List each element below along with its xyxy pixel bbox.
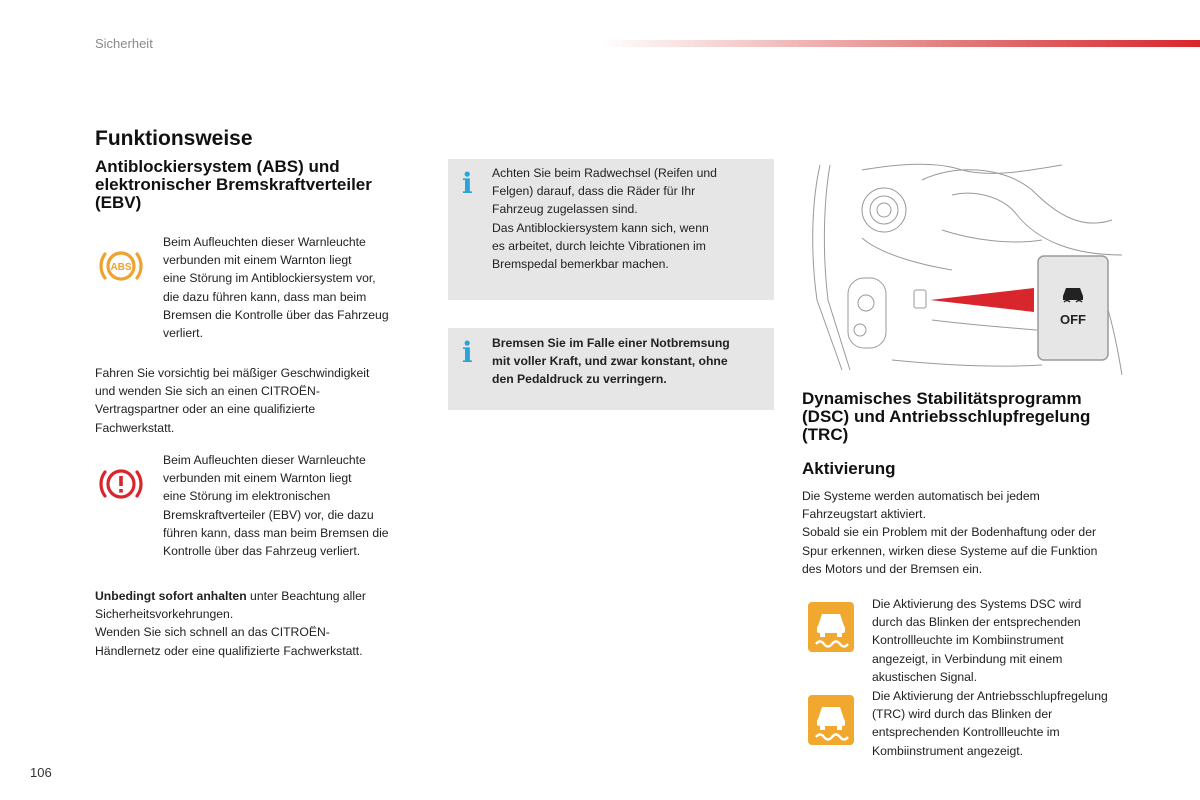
text-line: Bremskraftverteiler (EBV) vor, die dazu [163, 507, 374, 522]
stop-immediately-text [95, 587, 435, 660]
text-line [95, 587, 435, 605]
text-line: verliert. [163, 326, 203, 341]
brake-warning-icon [99, 462, 143, 506]
text-line: Fahrzeug zugelassen sind. [492, 202, 638, 217]
text-line: Die Aktivierung des Systems DSC wird [872, 597, 1082, 611]
page-title: Funktionsweise [95, 127, 253, 150]
text-line: Kontrollleuchte im Kombiinstrument [872, 633, 1064, 648]
text-line: des Motors und der Bremsen ein. [802, 561, 983, 576]
text-line: die dazu führen kann, dass man beim [163, 289, 367, 304]
heading-line: Dynamisches Stabilitätsprogramm [802, 389, 1082, 408]
text-line: Felgen) darauf, dass die Räder für Ihr [492, 184, 696, 199]
text-line: Fahren Sie vorsichtig bei mäßiger Geschwindigkeit [95, 366, 370, 380]
info-text [492, 334, 767, 389]
dsc-trc-heading [802, 390, 1142, 444]
text-line: Beim Aufleuchten dieser Warnleuchte [163, 453, 366, 467]
text-line: angezeigt, in Verbindung mit einem [872, 651, 1063, 666]
text-line: Achten Sie beim Radwechsel (Reifen und [492, 166, 717, 180]
text-line: Händlernetz oder eine qualifizierte Fachwerkstatt. [95, 643, 363, 658]
text-line: verbunden mit einem Warnton liegt [163, 253, 352, 268]
abs-warning-icon [99, 244, 143, 288]
trc-activation-text [872, 687, 1162, 760]
text-line: und wenden Sie sich an einen CITROËN- [95, 384, 320, 399]
info-icon: i [462, 167, 473, 200]
dsc-off-label: OFF [1060, 312, 1086, 327]
text-line: Beim Aufleuchten dieser Warnleuchte [163, 235, 366, 249]
text-line: akustischen Signal. [872, 669, 978, 684]
text-line: Bremspedal bemerkbar machen. [492, 257, 669, 272]
section-label: Sicherheit [95, 36, 153, 51]
text-line: den Pedaldruck zu verringern. [492, 372, 667, 387]
activation-heading: Aktivierung [802, 459, 896, 478]
text-line: Kontrolle über das Fahrzeug verliert. [163, 544, 361, 559]
text-line: entsprechenden Kontrollleuchte im [872, 725, 1060, 740]
stop-bold: Unbedingt sofort anhalten [95, 589, 247, 603]
svg-text:ABS: ABS [110, 262, 132, 273]
text-line: Vertragspartner oder an eine qualifizierte [95, 402, 316, 417]
text-line: Bremsen Sie im Falle einer Notbremsung [492, 336, 730, 350]
text-line: Sicherheitsvorkehrungen. [95, 607, 234, 622]
page-number: 106 [30, 765, 52, 780]
heading-line: (TRC) [802, 425, 849, 444]
text-line: führen kann, dass man beim Bremsen die [163, 525, 389, 540]
heading-line: (EBV) [95, 193, 142, 212]
info-icon: i [462, 336, 473, 369]
text-line: Spur erkennen, wirken diese Systeme auf die Funktion [802, 543, 1098, 558]
header-accent-bar [600, 40, 1200, 47]
heading-line: elektronischer Bremskraftverteiler [95, 175, 372, 194]
text-line: Wenden Sie sich schnell an das CITROËN- [95, 625, 330, 640]
stop-rest: unter Beachtung aller [246, 589, 366, 603]
text-line: Fahrzeugstart aktiviert. [802, 507, 926, 522]
dsc-off-icon [1058, 284, 1088, 304]
info-text [492, 164, 767, 273]
text-line: Bremsen die Kontrolle über das Fahrzeug [163, 307, 389, 322]
text-line: Sobald sie ein Problem mit der Bodenhaftung oder der [802, 525, 1097, 540]
text-line: Kombiinstrument angezeigt. [872, 743, 1024, 758]
text-line: verbunden mit einem Warnton liegt [163, 471, 352, 486]
text-line: (TRC) wird durch das Blinken der [872, 707, 1053, 722]
ebv-warning-text [163, 451, 423, 560]
trc-icon [808, 695, 854, 745]
drive-carefully-text [95, 364, 425, 437]
abs-warning-text [163, 233, 423, 342]
text-line: Die Systeme werden automatisch bei jedem [802, 489, 1040, 503]
activation-text [802, 487, 1142, 578]
text-line: Das Antiblockiersystem kann sich, wenn [492, 220, 709, 235]
text-line: durch das Blinken der entsprechenden [872, 615, 1081, 630]
dsc-icon [808, 602, 854, 652]
heading-line: Antiblockiersystem (ABS) und [95, 157, 340, 176]
text-line: Fachwerkstatt. [95, 420, 175, 435]
heading-line: (DSC) und Antriebsschlupfregelung [802, 407, 1091, 426]
text-line: eine Störung im elektronischen [163, 489, 331, 504]
text-line: eine Störung im Antiblockiersystem vor, [163, 271, 376, 286]
abs-ebv-heading [95, 158, 435, 212]
dsc-activation-text [872, 595, 1152, 686]
dashboard-illustration [802, 160, 1132, 380]
text-line: Die Aktivierung der Antriebsschlupfregelung [872, 689, 1108, 703]
info-box-wheel-change [448, 159, 774, 300]
info-box-emergency-braking [448, 328, 774, 410]
text-line: es arbeitet, durch leichte Vibrationen im [492, 238, 706, 253]
text-line: mit voller Kraft, und zwar konstant, ohne [492, 354, 728, 369]
